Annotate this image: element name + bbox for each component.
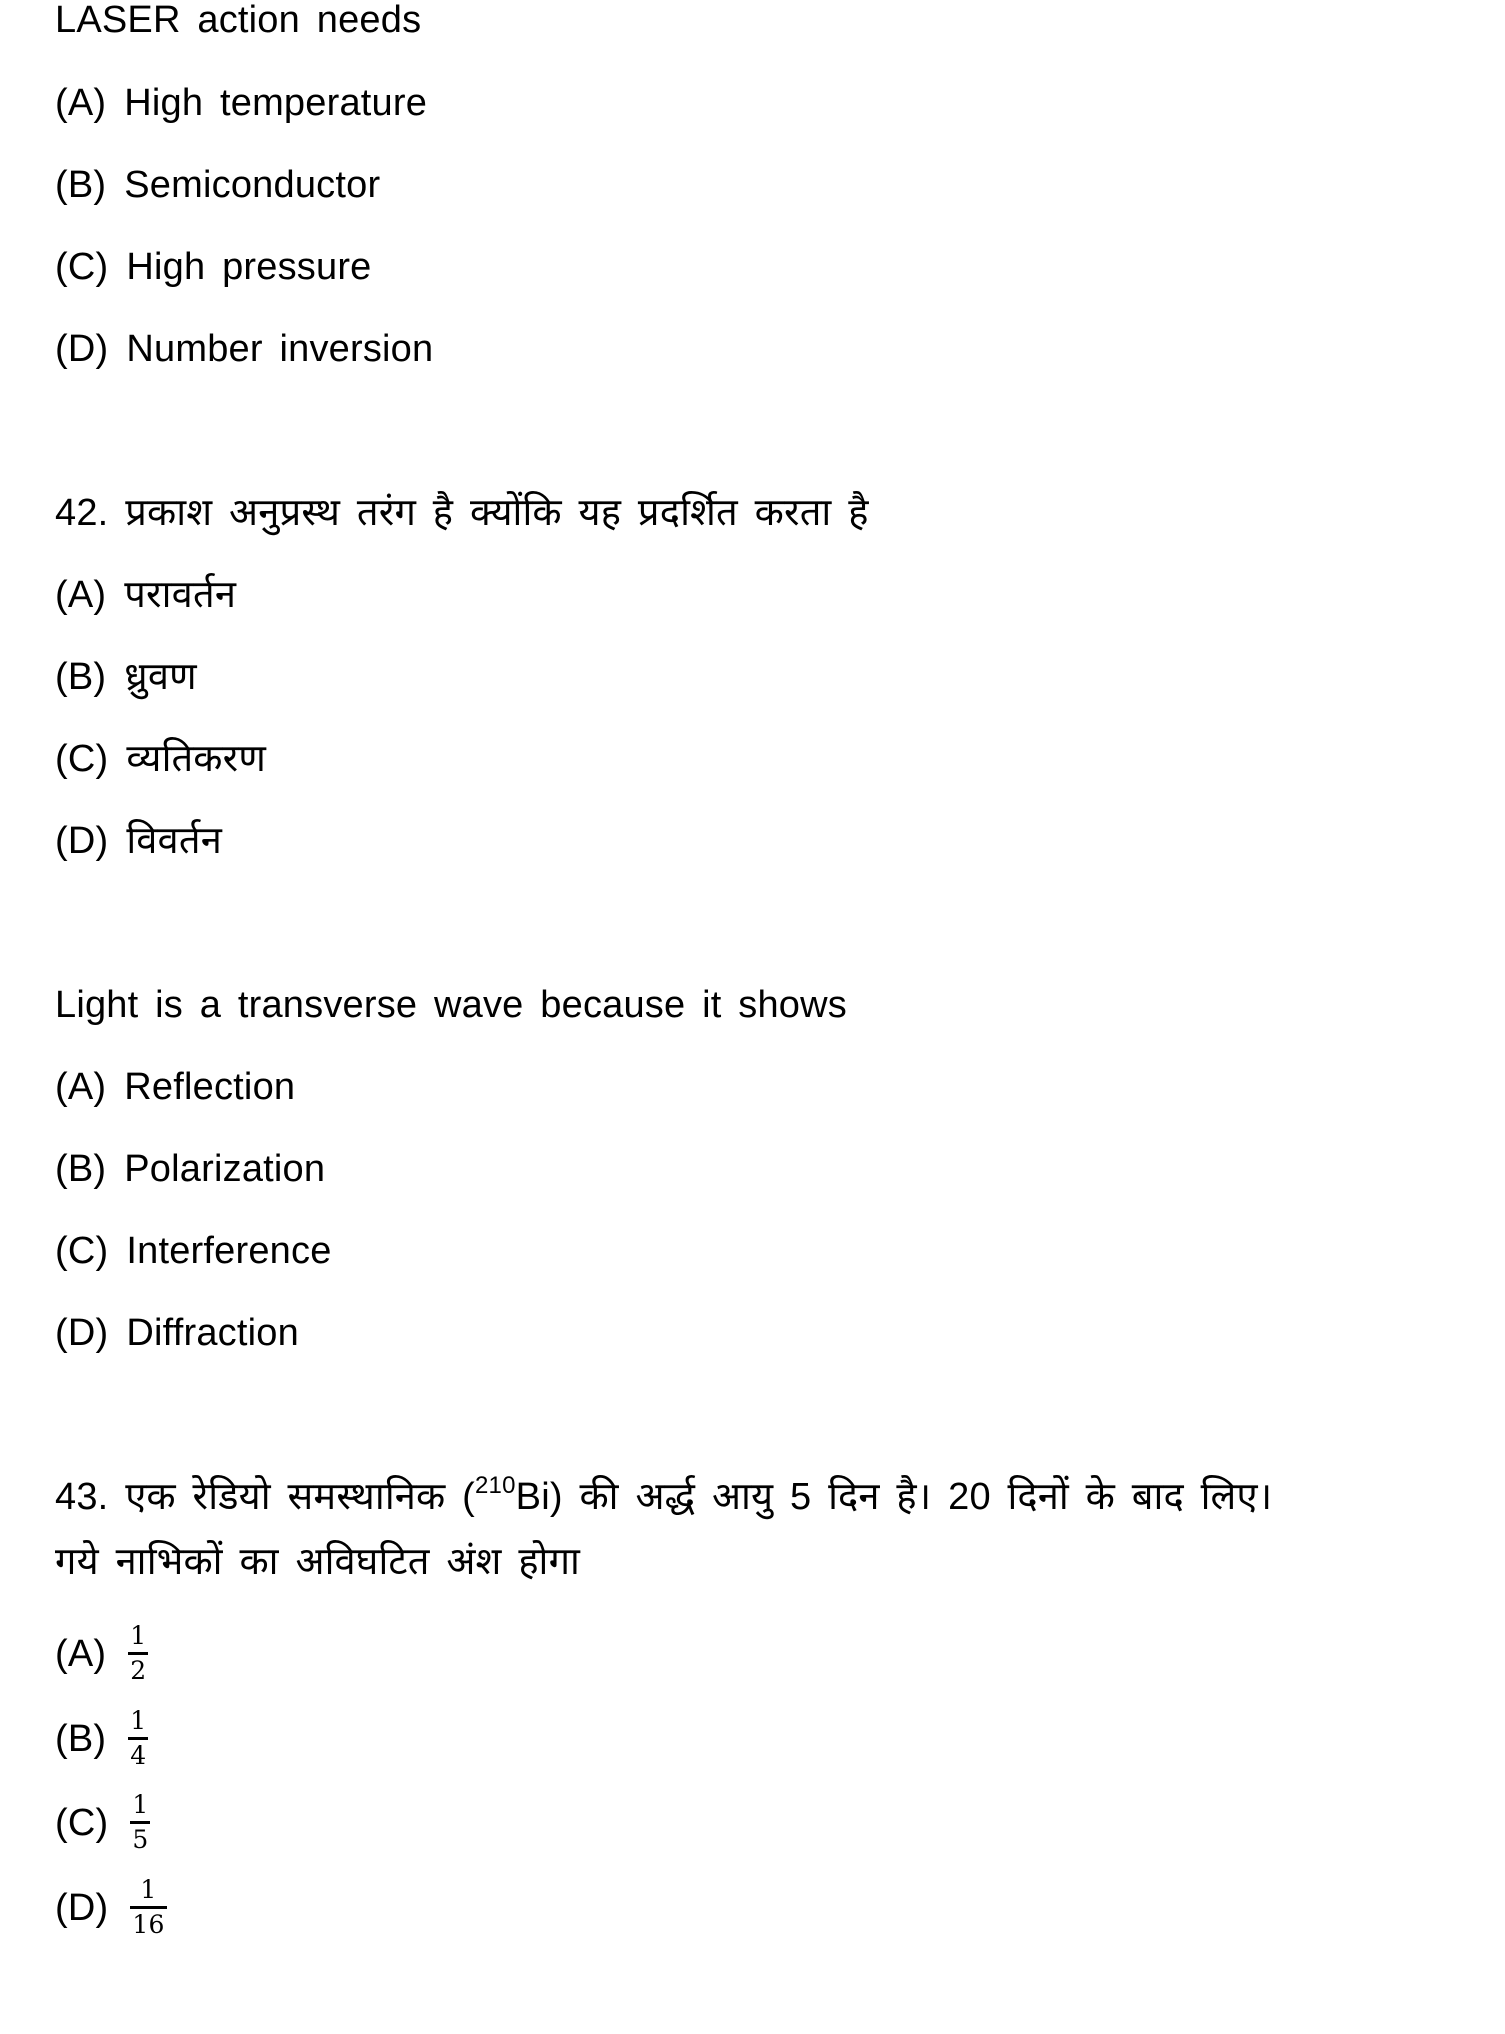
option-label: (A) [55, 574, 107, 616]
option-label: (B) [55, 1148, 107, 1190]
option-text: Number inversion [126, 328, 434, 370]
q42-en-option-c [55, 1227, 332, 1275]
option-label: (D) [55, 1312, 109, 1354]
q42-hi-option-a [55, 571, 236, 619]
fraction [130, 1791, 150, 1854]
fraction-bar [128, 1737, 148, 1740]
option-label: (D) [55, 328, 109, 370]
option-text: परावर्तन [124, 574, 237, 616]
option-label: (C) [55, 246, 109, 288]
fraction [128, 1707, 148, 1770]
option-label: (C) [55, 1230, 109, 1272]
question-42-hindi-text [55, 489, 869, 537]
option-label: (D) [55, 820, 109, 862]
fraction-bar [130, 1906, 166, 1909]
option-label: (B) [55, 164, 107, 206]
q42-hi-option-b [55, 653, 197, 701]
option-text: Reflection [124, 1066, 296, 1108]
fraction-bar [130, 1821, 150, 1824]
option-text: विवर्तन [126, 820, 223, 862]
fraction-bar [128, 1652, 148, 1655]
denominator: 2 [130, 1656, 147, 1685]
isotope-symbol: Bi) [515, 1476, 563, 1518]
numerator: 1 [140, 1875, 157, 1904]
q41-option-d [55, 325, 433, 373]
question-text: गये नाभिकों का अविघटित अंश होगा [55, 1541, 581, 1583]
numerator: 1 [130, 1621, 147, 1650]
option-text: Semiconductor [124, 164, 381, 206]
denominator: 4 [130, 1741, 147, 1770]
question-number: 43. [55, 1476, 109, 1518]
option-label: (A) [55, 1632, 107, 1675]
question-43-hindi-text-line2 [55, 1538, 580, 1586]
option-label: (B) [55, 1717, 107, 1760]
q42-hi-option-d [55, 817, 222, 865]
q41-option-a [55, 79, 427, 127]
q43-option-a [55, 1621, 148, 1687]
q43-option-c [55, 1790, 150, 1856]
question-text: LASER action needs [55, 0, 422, 41]
numerator: 1 [130, 1706, 147, 1735]
question-text-part1: एक रेडियो समस्थानिक ( [125, 1476, 475, 1518]
question-number: 42. [55, 492, 109, 534]
fraction [130, 1876, 166, 1939]
numerator: 1 [132, 1790, 149, 1819]
option-text: ध्रुवण [124, 656, 197, 698]
q41-option-c [55, 243, 372, 291]
option-text: Diffraction [126, 1312, 299, 1354]
option-label: (A) [55, 82, 107, 124]
fraction [128, 1622, 148, 1685]
q43-option-d [55, 1875, 167, 1941]
option-label: (C) [55, 1801, 109, 1844]
q41-option-b [55, 161, 380, 209]
option-text: Polarization [124, 1148, 326, 1190]
q42-en-option-d [55, 1309, 299, 1357]
question-42-english-text [55, 981, 847, 1029]
question-41-english-text [55, 0, 421, 44]
option-text: Interference [126, 1230, 332, 1272]
q43-option-b [55, 1706, 148, 1772]
question-text: प्रकाश अनुप्रस्थ तरंग है क्योंकि यह प्रदर्शित करता है [125, 492, 869, 534]
option-text: High pressure [126, 246, 372, 288]
option-label: (A) [55, 1066, 107, 1108]
q42-en-option-b [55, 1145, 325, 1193]
option-label: (C) [55, 738, 109, 780]
question-43-hindi-text-line1 [55, 1473, 1272, 1521]
denominator: 16 [132, 1910, 165, 1939]
option-text: व्यतिकरण [126, 738, 267, 780]
isotope-mass-number: 210 [475, 1472, 516, 1500]
question-text: Light is a transverse wave because it shows [55, 984, 847, 1026]
denominator: 5 [132, 1825, 149, 1854]
option-label: (B) [55, 656, 107, 698]
option-text: High temperature [124, 82, 428, 124]
option-label: (D) [55, 1886, 109, 1929]
question-text-part2: की अर्द्ध आयु 5 दिन है। 20 दिनों के बाद लिए। [562, 1476, 1273, 1518]
q42-hi-option-c [55, 735, 266, 783]
q42-en-option-a [55, 1063, 295, 1111]
